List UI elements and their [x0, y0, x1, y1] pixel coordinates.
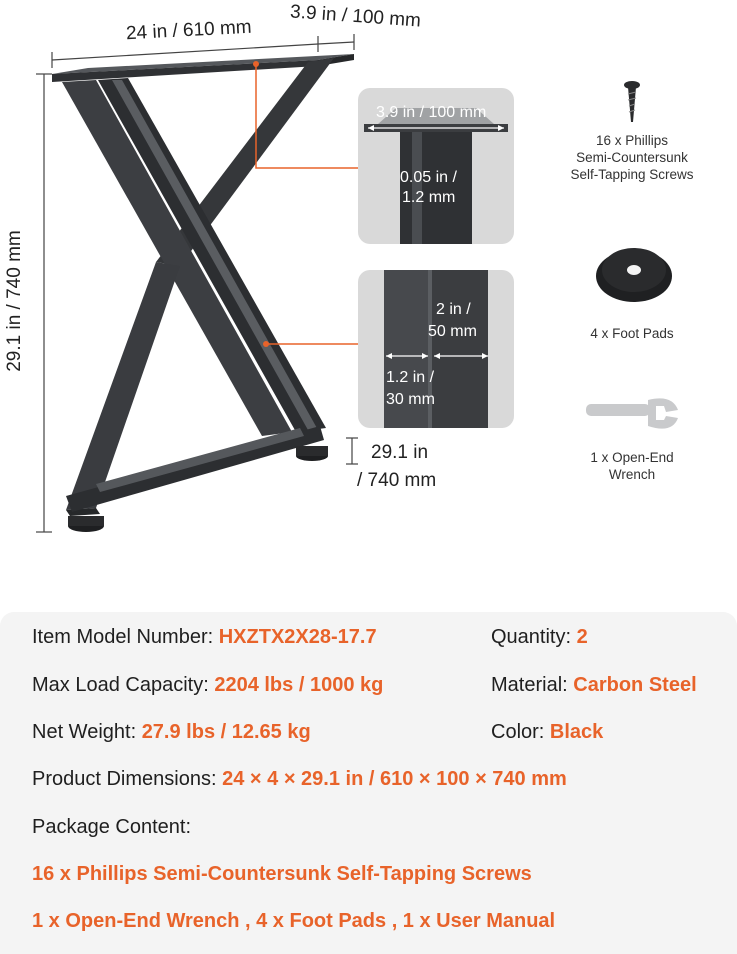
quantity-row — [491, 626, 588, 649]
foot-height-label-2: / 740 mm — [357, 470, 437, 491]
tube-outer-label-2: 50 mm — [428, 323, 477, 340]
wrench-icon — [582, 396, 682, 436]
height-dimension-label: 29.1 in / 740 mm — [3, 230, 25, 372]
height-dimension-line — [36, 74, 52, 532]
weight-value: 27.9 lbs / 12.65 kg — [141, 721, 311, 743]
top-plate-width-label: 3.9 in / 100 mm — [376, 104, 487, 121]
specifications-panel — [0, 612, 737, 954]
quantity-label: Quantity: — [491, 626, 572, 648]
tube-section-callout — [358, 270, 514, 428]
weight-row — [32, 721, 311, 744]
tube-outer-label-1: 2 in / — [436, 301, 471, 318]
package-label: Package Content: — [32, 816, 191, 838]
tube-inner-label-1: 1.2 in / — [386, 369, 435, 386]
package-line-1: 16 x Phillips Semi-Countersunk Self-Tapping Screws — [32, 863, 532, 885]
callout-leaders — [253, 61, 358, 347]
wrench-label-line-1: 1 x Open-End — [590, 450, 674, 465]
foot-pads-label: 4 x Foot Pads — [590, 326, 674, 341]
package-line-2: 1 x Open-End Wrench , 4 x Foot Pads , 1 x User Manual — [32, 910, 556, 932]
color-row — [491, 721, 603, 744]
depth-dimension-label: 3.9 in / 100 mm — [289, 1, 422, 32]
model-row — [32, 626, 377, 649]
color-value: Black — [549, 721, 604, 743]
tube-section-detail — [358, 270, 514, 428]
top-plate-thickness-label-2: 1.2 mm — [402, 189, 456, 206]
dimensions-value: 24 × 4 × 29.1 in / 610 × 100 × 740 mm — [222, 768, 567, 790]
model-value: HXZTX2X28-17.7 — [218, 626, 377, 648]
weight-label: Net Weight: — [32, 721, 137, 743]
color-label: Color: — [491, 721, 545, 743]
foot-height-label-1: 29.1 in — [371, 442, 429, 463]
tube-inner-label-2: 30 mm — [386, 391, 435, 408]
load-value: 2204 lbs / 1000 kg — [214, 674, 384, 696]
foot-pad-icon — [594, 240, 674, 304]
material-value: Carbon Steel — [573, 674, 697, 696]
dimensions-label: Product Dimensions: — [32, 768, 217, 790]
top-plate-thickness-label-1: 0.05 in / — [400, 169, 457, 186]
load-row — [32, 674, 383, 697]
material-row — [491, 674, 697, 697]
z-frame-leg — [52, 54, 354, 532]
width-dimension-label: 24 in / 610 mm — [125, 16, 253, 45]
top-plate-callout — [358, 88, 514, 244]
wrench-label — [562, 449, 702, 483]
screws-label-line-3: Self-Tapping Screws — [570, 167, 694, 182]
quantity-value: 2 — [576, 626, 588, 648]
dimensions-row — [32, 768, 567, 791]
screws-label — [552, 132, 712, 183]
screw-icon — [622, 80, 642, 124]
foot-height-dimension — [346, 438, 358, 464]
screws-label-line-1: 16 x Phillips — [595, 133, 669, 148]
material-label: Material: — [491, 674, 568, 696]
wrench-label-line-2: Wrench — [608, 467, 656, 482]
load-label: Max Load Capacity: — [32, 674, 209, 696]
screws-label-line-2: Semi-Countersunk — [576, 150, 688, 165]
model-label: Item Model Number: — [32, 626, 214, 648]
